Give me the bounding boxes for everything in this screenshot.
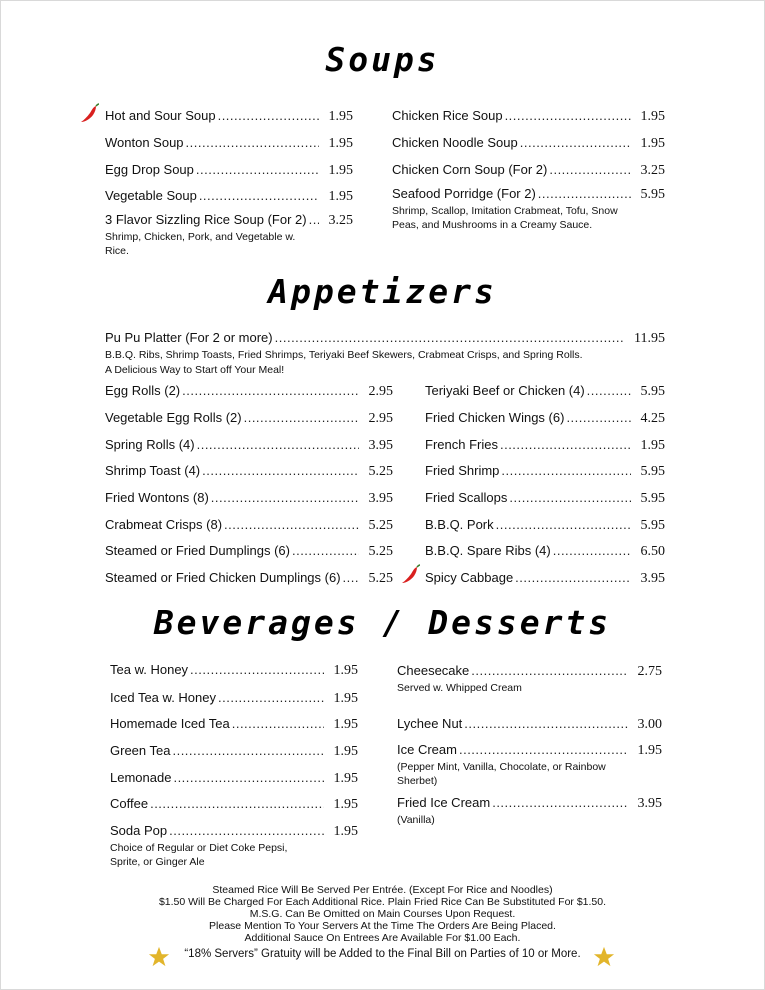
item-price: 3.95 xyxy=(640,571,665,586)
dot-leader xyxy=(172,743,323,758)
item-name: Hot and Sour Soup xyxy=(105,108,216,123)
item-name: Fried Shrimp xyxy=(425,463,500,478)
item-name: Chicken Noodle Soup xyxy=(392,135,518,150)
footer-line: $1.50 Will Be Charged For Each Additional Rice. Plain Fried Rice Can Be Substituted For $1.50. xyxy=(158,896,607,908)
dot-leader xyxy=(309,212,319,227)
item-description: Served w. Whipped Cream xyxy=(397,682,522,694)
menu-item-fried-ice-cream xyxy=(397,795,662,827)
dot-leader xyxy=(566,410,630,425)
menu-item-fried-scallops xyxy=(425,490,665,507)
dot-leader xyxy=(587,383,631,398)
item-name: Fried Wontons (8) xyxy=(105,490,209,505)
item-price: 1.95 xyxy=(328,163,353,178)
menu-item-soda-pop xyxy=(110,823,358,869)
dot-leader xyxy=(500,437,631,452)
dot-leader xyxy=(199,188,319,203)
dot-leader xyxy=(501,463,630,478)
menu-item-3-flavor-sizzling-rice-soup-for-2 xyxy=(105,212,353,258)
menu-item-chicken-corn-soup-for-2 xyxy=(392,162,665,179)
menu-item-spring-rolls-4 xyxy=(105,437,393,454)
item-price: 5.25 xyxy=(368,518,393,533)
item-price: 1.95 xyxy=(333,824,358,839)
item-price: 1.95 xyxy=(328,189,353,204)
item-description: (Vanilla) xyxy=(397,814,435,826)
menu-item-ice-cream xyxy=(397,742,662,788)
chili-pepper-icon xyxy=(400,564,422,586)
pu-pu-platter-item xyxy=(105,330,665,377)
menu-item-chicken-rice-soup xyxy=(392,108,665,125)
item-name: B.B.Q. Spare Ribs (4) xyxy=(425,543,551,558)
item-price: 1.95 xyxy=(333,744,358,759)
menu-item-french-fries xyxy=(425,437,665,454)
dot-leader xyxy=(464,716,627,731)
dot-leader xyxy=(515,570,630,585)
item-name: Shrimp Toast (4) xyxy=(105,463,201,478)
item-price: 1.95 xyxy=(640,438,665,453)
item-name: 3 Flavor Sizzling Rice Soup (For 2) xyxy=(105,212,307,227)
item-name: French Fries xyxy=(425,437,498,452)
item-price: 1.95 xyxy=(640,136,665,151)
dot-leader xyxy=(186,135,319,150)
menu-item-green-tea xyxy=(110,743,358,760)
item-price: 5.95 xyxy=(640,518,665,533)
menu-item-hot-and-sour-soup xyxy=(105,108,353,125)
item-price: 5.25 xyxy=(368,544,393,559)
item-name: Spicy Cabbage xyxy=(425,570,514,585)
item-price: 5.95 xyxy=(640,187,665,202)
dot-leader xyxy=(224,517,358,532)
item-name: Iced Tea w. Honey xyxy=(110,690,216,705)
dot-leader xyxy=(520,135,631,150)
menu-item-vegetable-egg-rolls-2 xyxy=(105,410,393,427)
soups-heading: Soups xyxy=(325,40,440,79)
menu-item-lemonade xyxy=(110,770,358,787)
item-price: 3.00 xyxy=(637,717,662,732)
item-price: 5.25 xyxy=(368,571,393,586)
menu-item-b-b-q-pork xyxy=(425,517,665,534)
item-name: Wonton Soup xyxy=(105,135,184,150)
dot-leader xyxy=(292,543,359,558)
menu-item-crabmeat-crisps-8 xyxy=(105,517,393,534)
item-name: Teriyaki Beef or Chicken (4) xyxy=(425,383,585,398)
item-name: Egg Rolls (2) xyxy=(105,383,181,398)
menu-item-fried-wontons-8 xyxy=(105,490,393,507)
dot-leader xyxy=(496,517,631,532)
item-price: 3.25 xyxy=(328,213,353,228)
item-price: 5.95 xyxy=(640,491,665,506)
item-name: Cheesecake xyxy=(397,663,470,678)
item-price: 4.25 xyxy=(640,411,665,426)
menu-item-egg-drop-soup xyxy=(105,162,353,179)
item-name: Seafood Porridge (For 2) xyxy=(392,186,536,201)
item-price: 1.95 xyxy=(333,691,358,706)
item-price: 11.95 xyxy=(634,331,665,346)
item-name: Vegetable Egg Rolls (2) xyxy=(105,410,242,425)
item-price: 1.95 xyxy=(328,136,353,151)
item-name: Fried Chicken Wings (6) xyxy=(425,410,565,425)
dot-leader xyxy=(202,463,358,478)
dot-leader xyxy=(553,543,631,558)
item-name: Soda Pop xyxy=(110,823,168,838)
item-price: 5.95 xyxy=(640,464,665,479)
item-name: Fried Scallops xyxy=(425,490,508,505)
chili-pepper-icon xyxy=(79,103,101,125)
menu-item-fried-chicken-wings-6 xyxy=(425,410,665,427)
footer-notes xyxy=(60,884,705,944)
dot-leader xyxy=(173,770,323,785)
dot-leader xyxy=(197,437,359,452)
item-name: Ice Cream xyxy=(397,742,457,757)
item-price: 3.95 xyxy=(637,796,662,811)
item-name: Chicken Corn Soup (For 2) xyxy=(392,162,548,177)
item-price: 1.95 xyxy=(333,771,358,786)
item-name: Homemade Iced Tea xyxy=(110,716,230,731)
menu-item-tea-w-honey xyxy=(110,662,358,679)
item-name: Vegetable Soup xyxy=(105,188,197,203)
item-name: Chicken Rice Soup xyxy=(392,108,503,123)
item-name: Coffee xyxy=(110,796,149,811)
dot-leader xyxy=(196,162,319,177)
menu-item-wonton-soup xyxy=(105,135,353,152)
footer-line: Additional Sauce On Entrees Are Available For $1.00 Each. xyxy=(244,932,521,944)
menu-item-fried-shrimp xyxy=(425,463,665,480)
dot-leader xyxy=(218,108,319,123)
item-name: Spring Rolls (4) xyxy=(105,437,195,452)
dot-leader xyxy=(549,162,630,177)
dot-leader xyxy=(182,383,358,398)
item-name: Crabmeat Crisps (8) xyxy=(105,517,223,532)
beverages-desserts-heading: Beverages / Desserts xyxy=(153,603,612,642)
dot-leader xyxy=(538,186,631,201)
dot-leader xyxy=(275,330,624,345)
item-name: Fried Ice Cream xyxy=(397,795,491,810)
menu-item-cheesecake xyxy=(397,663,662,695)
menu-item-iced-tea-w-honey xyxy=(110,690,358,707)
dot-leader xyxy=(505,108,631,123)
footer-line: Steamed Rice Will Be Served Per Entrée. (Except For Rice and Noodles) xyxy=(212,884,553,896)
item-price: 6.50 xyxy=(640,544,665,559)
menu-item-seafood-porridge-for-2 xyxy=(392,186,665,232)
dot-leader xyxy=(169,823,323,838)
item-price: 1.95 xyxy=(333,663,358,678)
footer-line: M.S.G. Can Be Omitted on Main Courses Upon Request. xyxy=(249,908,516,920)
menu-item-steamed-or-fried-dumplings-6 xyxy=(105,543,393,560)
item-name: Tea w. Honey xyxy=(110,662,189,677)
item-name: Steamed or Fried Dumplings (6) xyxy=(105,543,290,558)
dot-leader xyxy=(244,410,359,425)
menu-item-steamed-or-fried-chicken-dumplings-6 xyxy=(105,570,393,587)
item-name: Lychee Nut xyxy=(397,716,463,731)
item-name: B.B.Q. Pork xyxy=(425,517,494,532)
dot-leader xyxy=(509,490,630,505)
item-name: Pu Pu Platter (For 2 or more) xyxy=(105,330,273,345)
menu-item-coffee xyxy=(110,796,358,813)
dot-leader xyxy=(471,663,627,678)
item-description: A Delicious Way to Start off Your Meal! xyxy=(105,364,285,376)
star-icon xyxy=(593,946,615,968)
item-description: B.B.Q. Ribs, Shrimp Toasts, Fried Shrimps, Teriyaki Beef Skewers, Crabmeat Crisps, and Spring Rolls. xyxy=(105,349,583,361)
menu-item-shrimp-toast-4 xyxy=(105,463,393,480)
item-price: 5.95 xyxy=(640,384,665,399)
item-price: 1.95 xyxy=(640,109,665,124)
gratuity-note: “18% Servers” Gratuity will be Added to the Final Bill on Parties of 10 or More. xyxy=(184,948,581,960)
dot-leader xyxy=(459,742,628,757)
item-name: Egg Drop Soup xyxy=(105,162,194,177)
menu-item-vegetable-soup xyxy=(105,188,353,205)
dot-leader xyxy=(343,570,359,585)
menu-item-chicken-noodle-soup xyxy=(392,135,665,152)
dot-leader xyxy=(492,795,627,810)
dot-leader xyxy=(218,690,324,705)
menu-item-lychee-nut xyxy=(397,716,662,733)
menu-item-spicy-cabbage xyxy=(425,570,665,587)
item-description: Choice of Regular or Diet Coke Pepsi, Sprite, or Ginger Ale xyxy=(110,842,288,868)
item-name: Steamed or Fried Chicken Dumplings (6) xyxy=(105,570,341,585)
dot-leader xyxy=(190,662,323,677)
item-price: 2.95 xyxy=(368,411,393,426)
item-price: 1.95 xyxy=(637,743,662,758)
item-price: 1.95 xyxy=(333,717,358,732)
item-description: (Pepper Mint, Vanilla, Chocolate, or Rainbow Sherbet) xyxy=(397,761,606,787)
item-price: 3.95 xyxy=(368,438,393,453)
item-price: 3.95 xyxy=(368,491,393,506)
dot-leader xyxy=(150,796,323,811)
item-price: 1.95 xyxy=(333,797,358,812)
menu-item-homemade-iced-tea xyxy=(110,716,358,733)
item-price: 5.25 xyxy=(368,464,393,479)
item-price: 2.95 xyxy=(368,384,393,399)
dot-leader xyxy=(211,490,359,505)
item-name: Green Tea xyxy=(110,743,171,758)
menu-item-egg-rolls-2 xyxy=(105,383,393,400)
dot-leader xyxy=(232,716,324,731)
item-price: 2.75 xyxy=(637,664,662,679)
item-description: Shrimp, Scallop, Imitation Crabmeat, Tofu, Snow Peas, and Mushrooms in a Creamy Sauce. xyxy=(392,205,618,231)
menu-item-b-b-q-spare-ribs-4 xyxy=(425,543,665,560)
item-name: Lemonade xyxy=(110,770,172,785)
item-description: Shrimp, Chicken, Pork, and Vegetable w. Rice. xyxy=(105,231,296,257)
item-price: 3.25 xyxy=(640,163,665,178)
menu-item-teriyaki-beef-or-chicken-4 xyxy=(425,383,665,400)
footer-line: Please Mention To Your Servers At the Time The Orders Are Being Placed. xyxy=(209,920,556,932)
appetizers-heading: Appetizers xyxy=(268,272,497,311)
item-price: 1.95 xyxy=(328,109,353,124)
